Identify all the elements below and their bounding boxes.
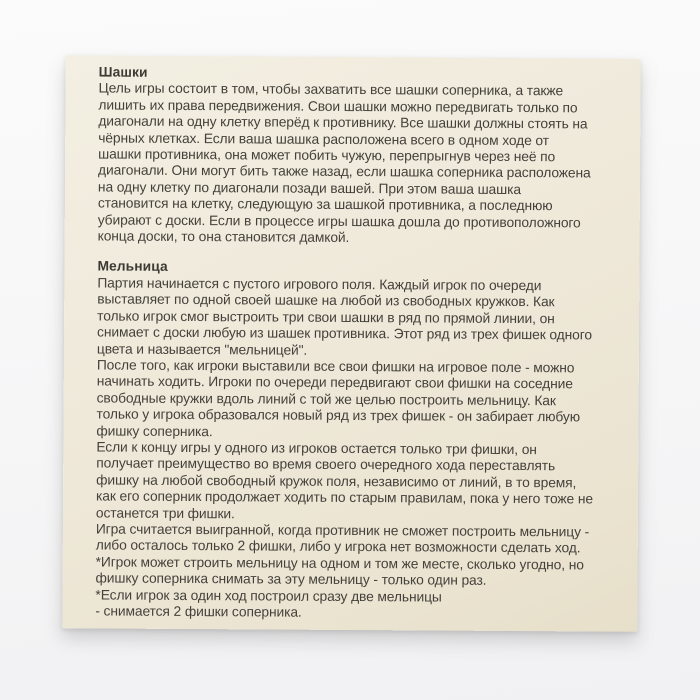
section-checkers <box>98 64 623 248</box>
section-mill-body: Партия начинается с пустого игрового поля. Каждый игрок по очереди выставляет по одной своей шашке на любой из свободных кружков. Как только игрок смог выстроить три свои шашки в ряд по прямой линии, он снимает с доски любую из шашек противника. Этот ряд из трех фишек одного цвета и называется "мельницей". После того, как игроки выставили все свои фишки на игровое поле - можно начинать ходить. Игроки по очереди передвигают свои фишки на соседние свободные кружки вдоль линий с той же целью построить мельницу. Как только у игрока образовался новый ряд из трех фишек - он забирает любую фишку соперника. Если к концу игры у одного из игроков остается только три фишки, он получает преимущество во время своего очередного хода переставлять фишку на любой свободный кружок поля, независимо от линий, в то время, как его соперник продолжает ходить по старым правилам, пока у него тоже не останется три фишки. Игра считается выигранной, когда противник не сможет построить мельницу - либо осталось только 2 фишки, либо у игрока нет возможности сделать ход. *Игрок может строить мельницу на одном и том же месте, сколько угодно, но фишку соперника снимать за эту мельницу - только один раз. *Если игрок за один ход построил сразу две мельницы - снимается 2 фишки соперника. <box>95 275 594 620</box>
section-checkers-heading: Шашки <box>98 64 148 80</box>
section-mill-heading: Мельница <box>97 258 168 275</box>
section-checkers-body: Цель игры состоит в том, чтобы захватить все шашки соперника, а также лишить их права передвижения. Свои шашки можно передвигать только по диагонали на одну клетку вперёд к противнику. Все шашки должны стоять на чёрных клетках. Если ваша шашка расположена всего в одном ходе от шашки противника, она может побить чужую, перепрыгнув через неё по диагонали. Они могут бить также назад, если шашка соперника расположена на одну клетку по диагонали позади вашей. При этом ваша шашка становится на клетку, следующую за шашкой противника, а последнюю убирают с доски. Если в процессе игры шашка дошла до противоположного конца доски, то она становится дамкой. <box>97 80 591 246</box>
section-mill <box>95 259 621 623</box>
instruction-sheet <box>62 55 640 632</box>
